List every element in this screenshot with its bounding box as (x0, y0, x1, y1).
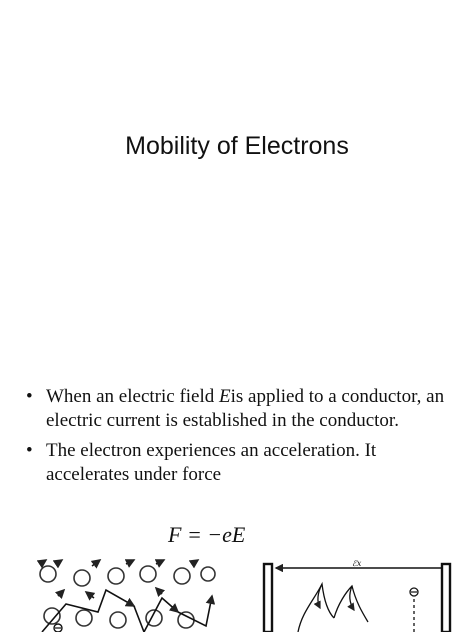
force-equation: F = −eE (168, 522, 246, 547)
electron-trajectory (298, 584, 414, 632)
bullet-marker: • (26, 386, 33, 407)
drift-field-figure (258, 556, 454, 632)
bullet-text-before: When an electric field (46, 386, 220, 407)
bullet-text: The electron experiences an acceleration. It accelerates under force (46, 440, 377, 485)
bullet-acceleration (26, 439, 446, 486)
right-plate (442, 564, 450, 632)
lattice-ions (40, 566, 215, 628)
electron-markers (54, 624, 62, 632)
slide-title: Mobility of Electrons (125, 132, 349, 160)
bullet-marker: • (26, 440, 33, 461)
field-variable: E (219, 386, 231, 407)
bullet-electric-field (26, 385, 446, 432)
bullet-text-after: is applied to a conductor, an electric current is established in the conductor. (46, 386, 445, 431)
bullet-list (26, 385, 446, 486)
field-label: ℰx (352, 559, 362, 568)
left-plate (264, 564, 272, 632)
lattice-scattering-figure (36, 556, 226, 632)
